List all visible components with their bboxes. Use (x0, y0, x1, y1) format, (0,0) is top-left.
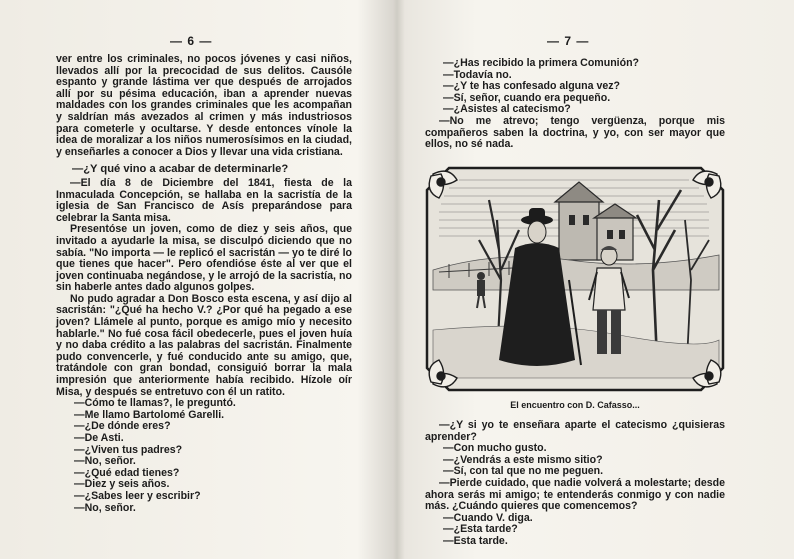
page-number-right: — 7 — (547, 34, 590, 48)
dialogue-line: —Diez y seis años. (74, 478, 170, 491)
dialogue-line: —¿Has recibido la primera Comunión? (443, 57, 640, 69)
right-page-top-text (425, 58, 725, 151)
dialogue-line: —¿Asistes al catecismo? (443, 103, 571, 116)
dialogue-line: —No, señor. (74, 455, 136, 468)
right-page (397, 0, 794, 559)
right-page-bottom-text (425, 420, 725, 548)
dialogue-line: —Sí, con tal que no me peguen. (443, 465, 604, 478)
dialogue-line: —¿Vendrás a este mismo sitio? (443, 453, 603, 466)
dialogue-line: —¿Y te has confesado alguna vez? (443, 80, 621, 93)
left-page (0, 0, 395, 559)
dialogue-line: —No, señor. (74, 501, 136, 514)
dialogue-line: —Con mucho gusto. (443, 442, 547, 455)
long-paragraph: —Pierde cuidado, que nadie volverá a molestarte; desde ahora serás mi amigo; te entenderás conmigo y con nadie más. ¿Cuándo quieres que comencemos? (425, 476, 725, 513)
answer-paragraph: —El día 8 de Diciembre del 1841, fiesta de la Inmaculada Concepción, se hallaba en la sacristía de la iglesia de San Francisco de Asís preparándose para celebrar la Santa misa. (56, 176, 352, 224)
paragraph-2: Presentóse un joven, como de diez y seis años, que invitado a ayudarle la misa, se disculpó diciendo que no sabía. "No importa — le replicó el sacristán — yo te diré lo que tienes que hacer". Pero ofendióse éste al ver que el joven continuaba negándose, y le arrojó de la sacristía, no sin haberle antes dado algunos golpes. (56, 223, 352, 294)
dialogue-line: —De Asti. (74, 432, 124, 444)
dialogue-paragraph: —No me atrevo; tengo vergüenza, porque mis compañeros saben la doctrina, y yo, con ser mayor que ellos, no sé nada. (425, 114, 725, 151)
left-page-text (56, 54, 352, 514)
paragraph-3: No pudo agradar a Don Bosco esta escena, y así dijo al sacristán: "¿Qué ha hecho V.? ¿Por qué ha pegado a ese joven? Llámele al punto, porque es amigo mío y necesito hablarle." No fué cosa fácil obedecerle, pues el joven huía y no daba crédito a las palabras del sacristán. Finalmente pudo convencerle, y fué conducido ante su amigo, que, tratándole con gran bondad, consiguió borrar la mala impresión que anteriormente había recibido. Hízole oír Misa, y después se entretuvo con él un ratito. (56, 292, 352, 398)
dialogue-line: —Esta tarde. (443, 534, 508, 547)
dialogue-line: —¿Qué edad tienes? (74, 466, 180, 479)
dialogue-line: —¿Esta tarde? (443, 523, 518, 536)
dialogue-line: —Cómo te llamas?, le preguntó. (74, 397, 236, 410)
dialogue-line: —¿Viven tus padres? (74, 443, 183, 456)
question-heading: —¿Y qué vino a acabar de determinarle? (72, 163, 289, 176)
dialogue-line: —Sí, señor, cuando era pequeño. (443, 91, 611, 104)
dialogue-line: —Cuando V. diga. (443, 511, 533, 524)
opening-paragraph: ver entre los criminales, no pocos jóvenes y casi niños, llevados allí por la precocidad de sus delitos. Causóle espanto y grande lástima ver que después de arrojados allí por su pésima educación, iban a aprender nuevas maldades con los grandes criminales que les acompañan y saldrían más avezados al crimen y más industriosos para cometerle y ocultarse. Y desde entonces vínole la idea de moralizar a los niños numerosísimos en la ciudad, y enseñarles a conocer a Dios y llevar una vida cristiana. (56, 53, 352, 158)
dialogue-line: —¿De dónde eres? (74, 420, 171, 433)
engraving-illustration (419, 160, 731, 398)
illustration-caption: El encuentro con D. Cafasso... (510, 400, 640, 410)
dialogue-line: —¿Sabes leer y escribir? (74, 489, 201, 502)
dialogue-line: —Todavía no. (443, 68, 512, 81)
dialogue-line: —Me llamo Bartolomé Garelli. (74, 408, 225, 421)
question-paragraph: —¿Y si yo te enseñara aparte el catecismo ¿quisieras aprender? (425, 419, 725, 443)
page-number-left: — 6 — (170, 34, 213, 48)
